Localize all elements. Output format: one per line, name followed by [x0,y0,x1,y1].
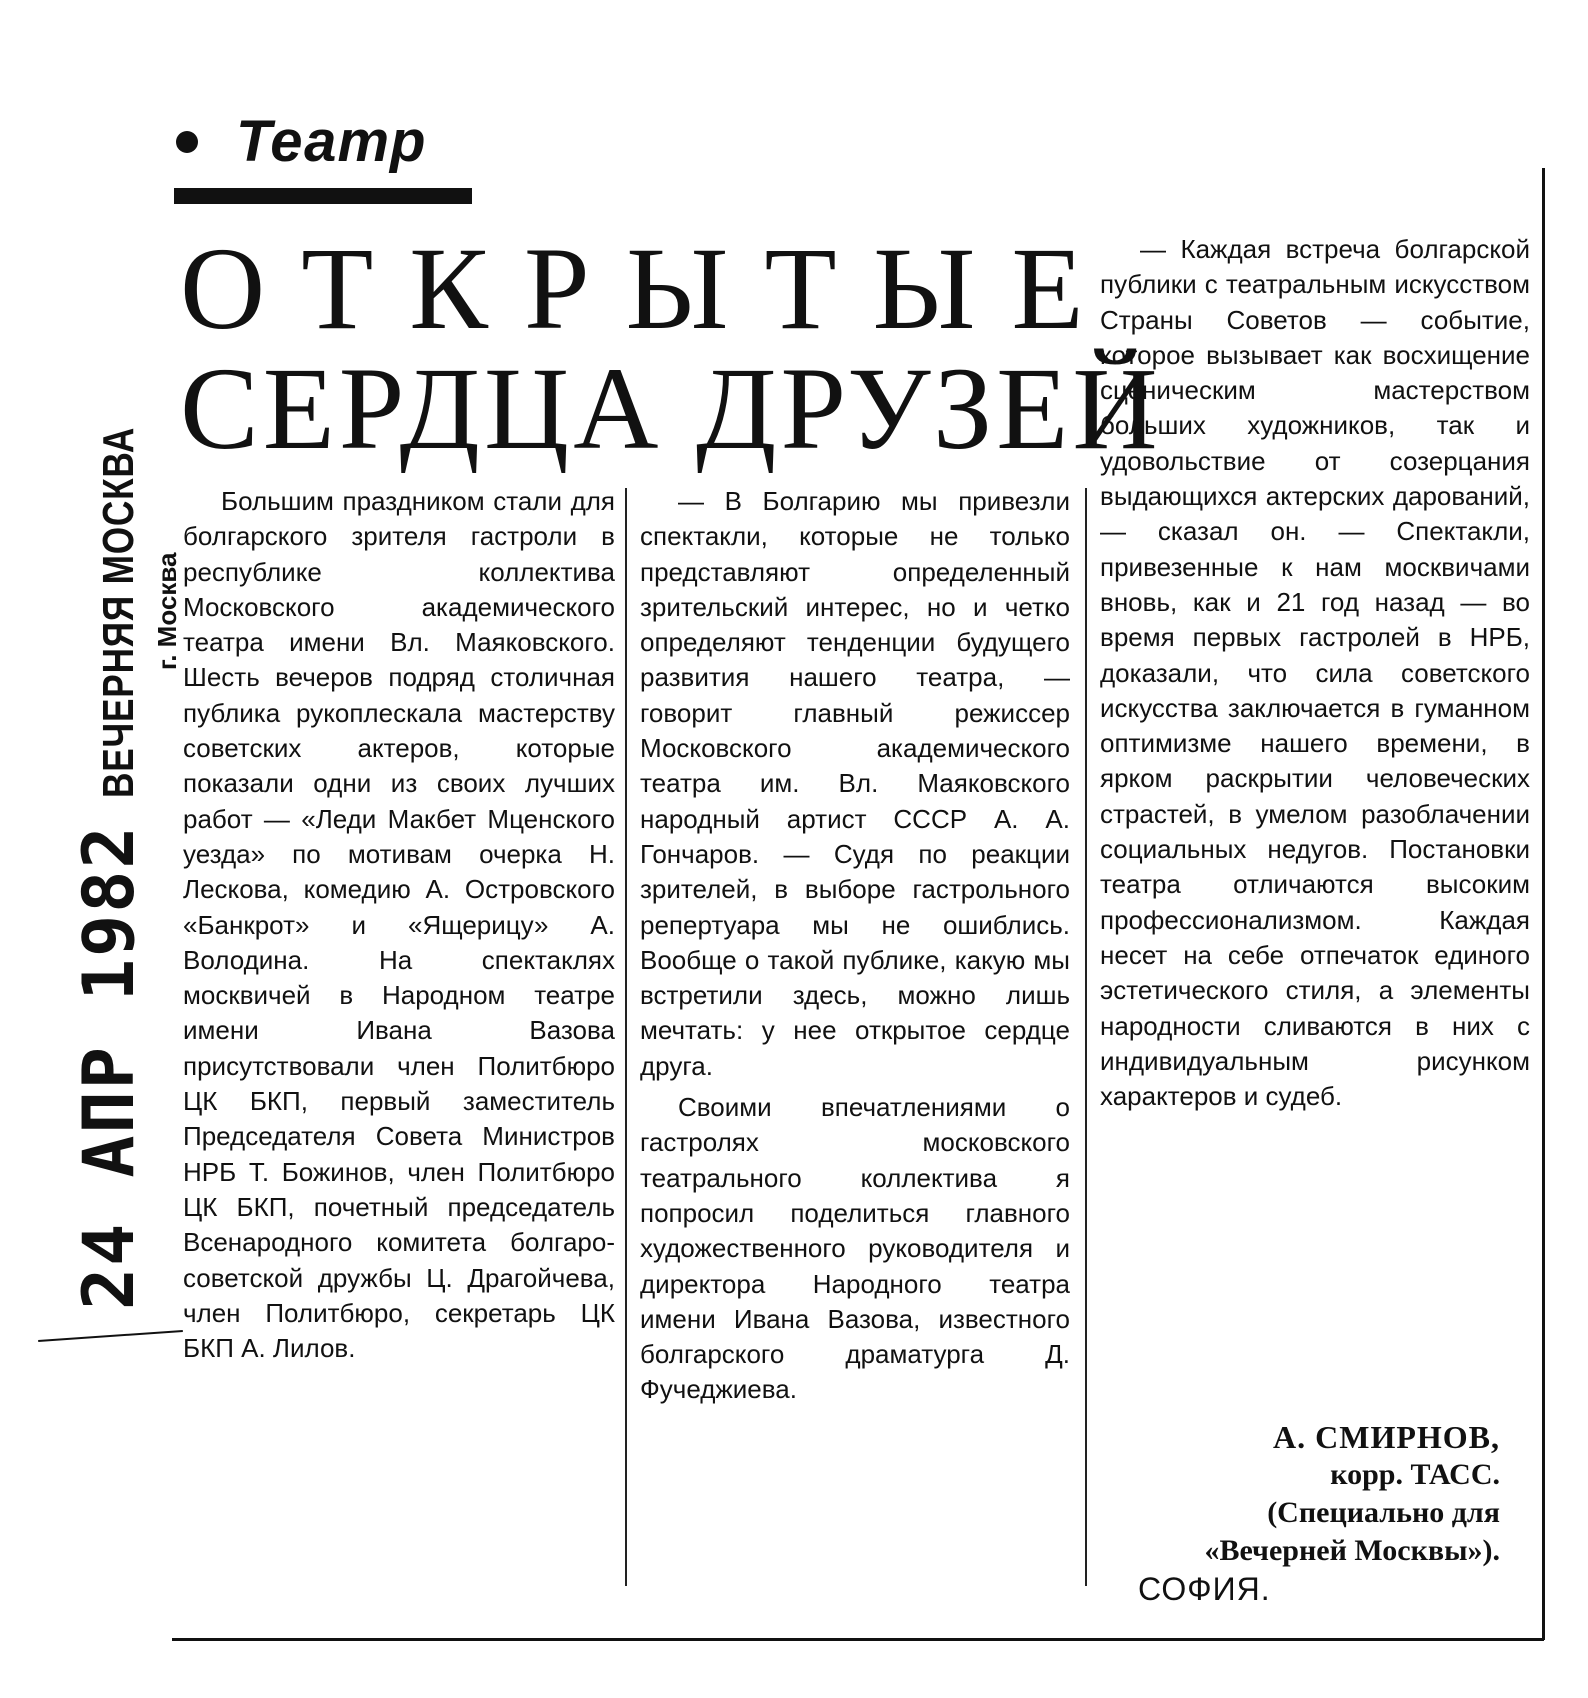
stamp-underline [38,1330,183,1342]
headline-line-1: ОТКРЫТЫЕ [180,223,1120,354]
column-2-paragraph-2: Своими впечатлениями о гастролях московского театрального коллектива я попросил поделиться главного художественного руководителя и директора Народного театра имени Ивана Вазова, известного болгарского драматурга Д. Фучеджиева. [640,1092,1070,1405]
signature-note-line-1: (Специально для [1267,1496,1500,1529]
column-divider-1 [625,488,627,1586]
stamp-city: г. Москва [152,552,182,670]
article-column-1 [183,484,615,1366]
signature-note-line-2: «Вечерней Москвы»). [1204,1534,1500,1567]
signature-city: СОФИЯ. [1138,1571,1271,1607]
rubric-bullet-icon [176,131,198,153]
signature-author: А. СМИРНОВ, [1273,1419,1500,1455]
clipping-right-border [1542,168,1545,1640]
column-divider-2 [1085,488,1087,1586]
signature-position: корр. ТАСС. [1330,1458,1500,1491]
stamp-newspaper-name: ВЕЧЕРНЯЯ МОСКВА [94,427,143,799]
rubric-bar [174,188,472,204]
column-1-paragraph-1: Большим праздником стали для болгарского зрителя гастроли в республике коллектива Московского академического театра имени Вл. Маяковского. Шесть вечеров подряд столичная публика рукоплескала мастерству советских актеров, которые показали одни из своих лучших работ — «Леди Макбет Мценского уезда» по мотивам очерка Н. Лескова, комедию А. Островского «Банкрот» и «Ящерицу» А. Володина. На спектаклях москвичей в Народном театре имени Ивана Вазова присутствовали член Политбюро ЦК БКП, первый заместитель Председателя Совета Министров НРБ Т. Божинов, член Политбюро ЦК БКП, почетный председатель Всенародного комитета болгаро-советской дружбы Ц. Драгойчева, член Политбюро, секретарь ЦК БКП А. Лилов. [183,486,615,1364]
column-2-paragraph-1: — В Болгарию мы привезли спектакли, которые не только представляют определенный зрительский интерес, но и четко определяют тенденции будущего развития нашего театра, — говорит главный режиссер Московского академического театра им. Вл. Маяковского народный артист СССР А. А. Гончаров. — Судя по реакции зрителей, в выборе гастрольного репертуара мы не ошиблись. Вообще о такой публике, какую мы встретили здесь, можно лишь мечтать: у нее открытое сердце друга. [640,486,1070,1081]
article-signature [1100,1418,1540,1608]
column-3-paragraph-1: — Каждая встреча болгарской публики с театральным искусством Страны Советов — событие, которое вызывает как восхищение сценическим мастерством больших художников, так и удовольствие от созерцания выдающихся актерских дарований, — сказал он. — Спектакли, привезенные к нам москвичами вновь, как и 21 год назад — во время первых гастролей в НРБ, доказали, что сила советского искусства заключается в гуманном оптимизме нашего времени, в ярком раскрытии человеческих страстей, в умелом разоблачении социальных недугов. Постановки театра отличаются высоким профессионализмом. Каждая несет на себе отпечаток единого эстетического стиля, а элементы народности сливаются в них с индивидуальным рисунком характеров и судеб. [1100,234,1530,1112]
article-column-3 [1100,232,1530,1114]
rubric-label: Театр [236,109,427,174]
stamp-date: 24 АПР 1982 [68,824,150,1310]
archive-stamp [68,410,150,1310]
rubric-header [176,108,426,175]
article-headline [180,223,1162,474]
clipping-bottom-border [172,1638,1544,1641]
article-column-2 [640,484,1070,1408]
headline-line-2: СЕРДЦА ДРУЗЕЙ [180,343,1162,474]
